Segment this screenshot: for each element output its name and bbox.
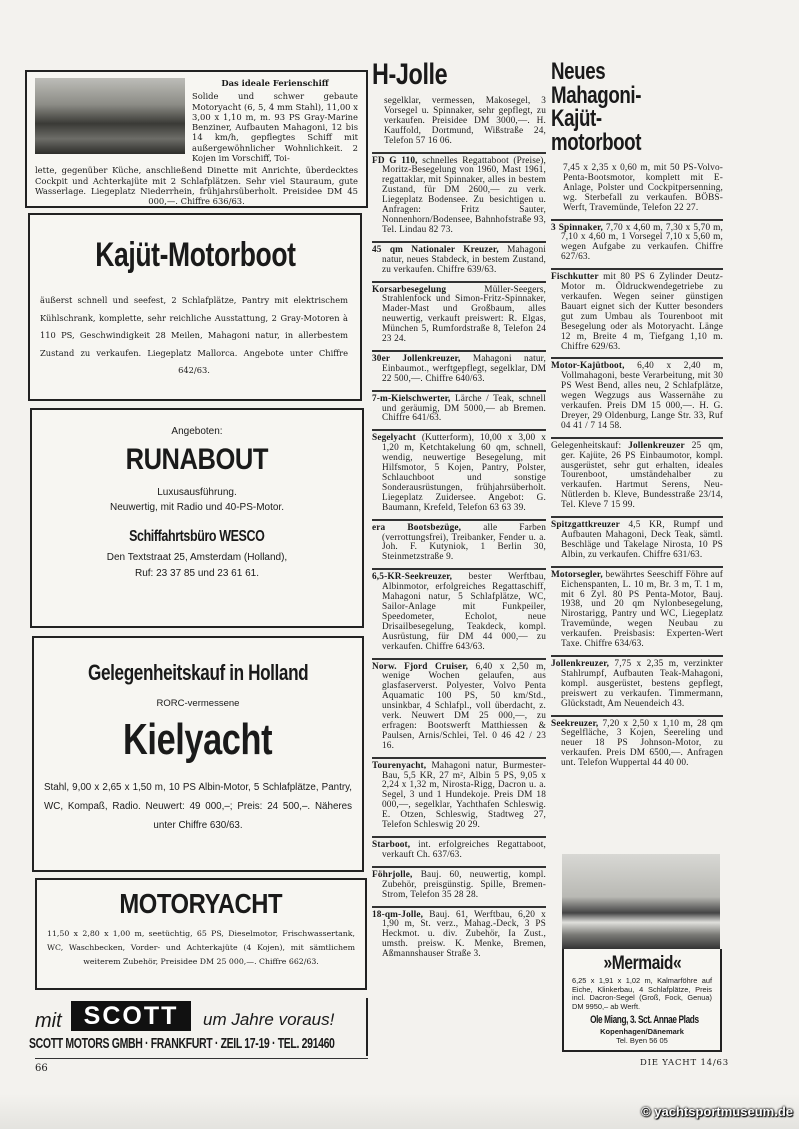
ad-head: 45 qm Nationaler Kreuzer,: [372, 244, 499, 255]
ad-body: Mahagoni natur, Burmester-Bau, 5,5 KR, 27 m², Albin 5 PS, 9,05 x 2,24 x 1,32 m, Nirosta-Rigg, Dacron u. a. Segel, 3 und 1 Hundekoje. Preis DM 18 000,—, segelklar, Yachthafen Schleswig. E. Otzen, Schleswig, Stadtweg 27, Telefon Schleswig 20 29.: [382, 760, 547, 831]
classified-ad: [372, 350, 546, 387]
ad-head: Föhrjolle,: [372, 869, 413, 880]
ad-body: Mahagoni natur, Einbaumot., werftgepflegt, segelklar, DM 22 500,—. Chiffre 640/63.: [382, 353, 547, 384]
ad-head: era Bootsbezüge,: [372, 522, 462, 533]
mermaid-block: [551, 848, 723, 1052]
classified-ad: [372, 757, 546, 833]
classified-ad: [551, 268, 723, 354]
ad-head: 3 Spinnaker,: [551, 222, 604, 233]
classified-ad: [372, 152, 546, 238]
ad-body: (Kutterform), 10,00 x 3,00 x 1,20 m, Ketchtakelung 60 qm, schnell, wendig, neuwertige Besegelung, mit Hilfsmotor, 5 Kojen, Pantry, Polster, Schlauchboot und sonstige Sonderausrüstungen, frühjahrsüberholt. Liegeplatz Zuidersee. Angebot: G. Baumann, Krefeld, Telefon 63 63 39.: [382, 433, 546, 513]
sailboat-photo: [562, 854, 720, 949]
classified-ad: [372, 241, 546, 278]
ad-body: 25 qm, ger. Kajüte, 26 PS Einbaumotor, kompl. ausgerüstet, sehr gut erhalten, ideales Tourenboot, umständehalber zu verkaufen. Hartmut Serens, Neu-Nütlerden b. Kleve, Bundesstraße 23/14, Tel. Kleve 7 15 99.: [561, 440, 723, 511]
column-title-line: Neues: [551, 58, 606, 85]
column-title-line: motorboot: [551, 129, 642, 156]
ad-prefix: Gelegenheitskauf:: [551, 440, 622, 451]
ad-head: Spitzgattkreuzer: [551, 520, 620, 531]
ad-head: Motor-Kajütboot,: [551, 361, 625, 372]
ad-head: Starboot,: [372, 840, 411, 850]
ad-head: Seekreuzer,: [551, 718, 599, 729]
ad-ferienschiff: [25, 70, 368, 208]
classified-ad: [551, 655, 723, 712]
ad-body: Lärche / Teak, schnell und geräumig, DM 5000,— ab Bremen. Chiffre 641/63.: [382, 393, 546, 424]
motor-yacht-photo: [35, 78, 185, 154]
scott-address: SCOTT MOTORS GMBH · FRANKFURT · ZEIL 17-19 · TEL. 291460: [29, 1035, 335, 1052]
ad-body: bester Werftbau, Albinmotor, erfolgreiches Regattaschiff, Mahagoni natur, 5 Schlafplätze, WC, Sailor-Anlage mit Funkpeiler, Speedometer, Echolot, neue Drisailbesegelung, Teakdeck, kompl. Ausrüstung, für DM 44 000,— zu verkaufen. Chiffre 643/63.: [382, 572, 546, 652]
ad-body: Müller-Seegers, Strahlenfock und Simon-Fritz-Spinnaker, Mader-Mast und Großbaum, alles neuwertig, verkauft preiswert: R. Elgas, München 5, Rumfordstraße 8, Telefon 24 23 24.: [382, 284, 546, 345]
page-number: 66: [35, 1063, 48, 1074]
classified-mahagoni: [551, 161, 723, 216]
classified-ad: [551, 566, 723, 652]
ad-head: FD G 110,: [372, 155, 418, 166]
company-name: Schiffahrtsbüro WESCO: [129, 528, 265, 545]
ad-head: Tourenyacht,: [372, 760, 427, 771]
column-title: H-Jolle: [372, 58, 448, 91]
divider: [35, 1058, 368, 1059]
ad-kicker: Angeboten:: [171, 426, 223, 437]
ad-head: Korsarbesegelung: [372, 284, 447, 295]
ad-title: RUNABOUT: [125, 443, 269, 476]
ad-body: Mahagoni natur, neues Stabdeck, in bestem Zustand, zu verkaufen. Chiffre 639/63.: [382, 244, 546, 275]
classified-ad: [551, 357, 723, 433]
middle-column: [372, 58, 546, 1063]
ad-head: 6,5-KR-Seekreuzer,: [372, 572, 453, 583]
classified-ad: [372, 568, 546, 654]
classified-ad: [372, 429, 546, 515]
ad-head: 30er Jollenkreuzer,: [372, 353, 461, 364]
scott-mit: mit: [35, 1010, 62, 1032]
ad-body: 11,50 x 2,80 x 1,00 m, seetüchtig, 65 PS, Dieselmotor, Frischwassertank, WC, Waschbecken, Vorder- und Achterkajüte (4 Kojen), mit sämtlichem weiterem Zubehör, Preisidee DM 25 000,—. Chiffre 662/63.: [47, 929, 355, 966]
classified-ad: [551, 437, 723, 513]
classified-ad: [551, 219, 723, 266]
column-title-line: Mahagoni-Kajüt-: [551, 82, 642, 132]
ad-body: Solide und schwer gebaute Motoryacht (6, 5, 4 mm Stahl), 11,00 x 3,00 x 1,10 m, m. 93 PS Gray-Marine Benziner, Aufbauten Mahagoni, 12 bis 14 km/h, gepflegtes Schiff mit außergewöhnlicher Wohnlichkeit. 2 Kojen im Vorschiff, Toi-: [192, 91, 358, 164]
ad-body: 7,20 x 2,50 x 1,10 m, 28 qm Segelfläche, 3 Kojen, Seereling und neuer 18 PS Johnson-Motor, zu verkaufen. Preis DM 6500,—. Anfragen unt. Telefon Wuppertal 44 40 00.: [561, 718, 723, 769]
ad-head: 7-m-Kielschwerter,: [372, 393, 451, 404]
ad-body: 7,75 x 2,35 m, verzinkter Stahlrumpf, Aufbauten Teak-Mahagoni, kompl. ausgerüstet, bestens gepflegt, preiswert zu verkaufen. Timmermann, Glückstadt, Am Neuendeich 43.: [561, 658, 723, 709]
ad-body: 6,25 x 1,91 x 1,02 m, Kalmarföhre auf Eiche, Klinkerbau, 4 Schlafplätze, Preis incl. Dacron-Segel (Groß, Fock, Genua) DM 9950,– ab Werft.: [572, 976, 712, 1011]
ad-title: Gelegenheitskauf in Holland: [87, 660, 309, 685]
classified-ad: [372, 281, 546, 347]
phone: Ruf: 23 37 85 und 23 61 61.: [135, 568, 259, 579]
ad-body: segelklar, vermessen, Makosegel, 3 Vorsegel u. Spinnaker, sehr gepflegt, zu verkaufen. Preisidee DM 3000,—. H. Kauffold, Dortmund, Wißstraße 24, Telefon 57 16 06.: [384, 96, 546, 146]
ad-body: 6,40 x 2,50 m, wenige Wochen gelaufen, aus glasfaserverst. Polyester, Volvo Penta Aquamatic 100 PS, 50 km/Std., unsinkbar, 4 Schlafpl., voll überdacht, z. verk. Neuwert DM 25 000,—, zu erfragen: Bootswerft Matthiessen & Paulsen, Arnis/Schlei, Tel. 0 46 42 / 23 16.: [382, 661, 546, 751]
ad-motoryacht: [35, 878, 367, 990]
watermark: © yachtsportmuseum.de: [641, 1104, 793, 1119]
company-name: Ole Miang, 3. Sct. Annae Plads: [590, 1014, 699, 1026]
scott-logo: SCOTT: [71, 1001, 191, 1031]
ad-body: int. erfolgreiches Regattaboot, verkauft Ch. 637/63.: [382, 840, 546, 860]
phone: Tel. Byen 56 05: [616, 1036, 668, 1045]
classified-ad: [372, 836, 546, 863]
ad-mermaid: [562, 949, 722, 1052]
right-column: [551, 60, 723, 1052]
classified-ad: [372, 866, 546, 903]
ad-body: äußerst schnell und seefest, 2 Schlafplätze, Pantry mit elektrischem Kühlschrank, komplette, sehr reichliche Ausstattung, 2 Gray-Motoren à 110 PS, Geschwindigkeit 28 Meilen, Mahagoni natur, in allerbestem Zustand zu verkaufen. Liegeplatz Mallorca. Angebote unter Chiffre 642/63.: [40, 295, 348, 375]
address: Den Textstraat 25, Amsterdam (Holland),: [106, 552, 288, 563]
ad-title: »Mermaid«: [603, 953, 681, 975]
classified-ad: [372, 658, 546, 754]
classified-ad: [372, 519, 546, 566]
ad-body: alle Farben (verrottungsfrei), Treibanker, Fender u. a. Joh. F. Kutyniok, 1 Berlin 30, Steinmetzstraße 9.: [382, 522, 547, 563]
ad-head: 18-qm-Jolle,: [372, 909, 424, 920]
ad-body: bewährtes Seeschiff Föhre auf Eichenspanten, L. 10 m, Br. 3 m, T. 1 m, mit 6 Zyl. 80 PS Penta-Motor, Bauj. 1938, und 20 qm Nylonbesegelung, Nirostarigg, Pantry und WC, Liegeplatz Travemünde, wegen Neubau zu verkaufen. Preisbasis: Experten-Wert Taxe. Chiffre 634/63.: [561, 569, 723, 650]
ad-head: Motorsegler,: [551, 569, 603, 580]
ad-body: 4,5 KR, Rumpf und Aufbauten Mahagoni, Deck Teak, sämtl. Beschläge und Takelage Nirosta, 10 PS Albin, zu verkaufen. Chiffre 631/63.: [561, 520, 723, 560]
ad-title: MOTORYACHT: [119, 888, 283, 919]
ad-big-title: Kielyacht: [123, 715, 273, 764]
scott-slogan: um Jahre voraus!: [203, 1010, 335, 1029]
classified-ad: [551, 516, 723, 563]
ad-head: Jollenkreuzer,: [551, 658, 610, 669]
classified-ad: [551, 715, 723, 772]
ad-head: Segelyacht: [372, 433, 416, 444]
ad-head: Norw. Fjord Cruiser,: [372, 661, 469, 672]
ad-line: Luxusausführung.: [157, 487, 237, 498]
ad-body: Bauj. 61, Werftbau, 6,20 x 1,90 m, St. verz., Mahag.-Deck, 3 PS Heckmot. u. div. Zubehör, Ia Zust., umsth. preisw. K. Menke, Bremen, Aßmannshauser Straße 3.: [382, 909, 546, 960]
ad-body: schnelles Regattaboot (Preise), Moritz-Besegelung von 1960, Mast 1961, regattaklar, mit Spinnaker, alles in bestem Zustand, für DM 2600,— zu verk. Liegeplatz Bodensee. Zu besichtigen u. Anfragen: Fritz Sauter, Nonnenhorn/Bodensee, Bahnhofstraße 93, Tel. Lindau 82 73.: [382, 155, 546, 235]
ad-scott: [29, 998, 368, 1056]
ad-kicker: RORC-vermessene: [156, 698, 240, 709]
ad-body: Stahl, 9,00 x 2,65 x 1,50 m, 10 PS Albin-Motor, 5 Schlafplätze, Pantry, WC, Kompaß, Radio. Neuwert: 49 000,–; Preis: 24 500,–. Näheres unter Chiffre 630/63.: [44, 782, 352, 831]
classified-h-jolle: [372, 94, 546, 149]
ad-title: Das ideale Ferienschiff: [221, 78, 329, 88]
ad-body: 7,45 x 2,35 x 0,60 m, mit 50 PS-Volvo-Penta-Bootsmotor, komplett mit E-Anlage, Polster und Cockpitpersenning, wg. Sterbefall zu verkaufen. BÖBS-Werft, Travemünde, Telefon 22 27.: [563, 163, 723, 213]
ad-body: mit 80 PS 6 Zylinder Deutz-Motor m. Öldruckwendegetriebe zu verkaufen. Wegen seiner günstigen Bauart eignet sich der Kutter besonders gut zum Umbau als Tourenboot mit Besegelung oder als Motoryacht. Länge 12 m, Breite 4 m, Tiefgang 1,10 m. Chiffre 629/63.: [561, 272, 723, 352]
city: Kopenhagen/Dänemark: [600, 1027, 684, 1036]
classified-ad: [372, 390, 546, 427]
ad-head: Jollenkreuzer: [628, 440, 685, 451]
ad-body-continued: lette, gegenüber Küche, anschließend Dinette mit Anrichte, überdecktes Cockpit und Achterkajüte mit 2 Schlafplätzen. Sehr viel Stauraum, gute Wasserlage. Liegeplatz Niederrhein, frühjahrsüberholt. Preisidee DM 45 000,—. Chiffre 636/63.: [35, 165, 358, 207]
ad-body: 6,40 x 2,40 m, Vollmahagoni, beste Verarbeitung, mit 30 PS West Bend, alles neu, 2 Schlafplätze, wegen Wegzugs aus Wassernähe zu verkaufen. Preis DM 15 000,—. H. G. Dreyer, 29 Oldenburg, Lange Str. 33, Ruf 04 41 / 7 14 58.: [561, 361, 723, 431]
ad-line: Neuwertig, mit Radio und 40-PS-Motor.: [110, 502, 284, 513]
ad-kielyacht: [32, 636, 364, 872]
ad-head: Fischkutter: [551, 272, 599, 283]
ad-body: 7,70 x 4,60 m, 7,30 x 5,70 m, 7,10 x 4,60 m, 1 Vorsegel 7,10 x 5,60 m, wegen Aufgabe zu verkaufen. Chiffre 627/63.: [561, 222, 723, 263]
classified-ad: [372, 906, 546, 963]
ad-runabout: [30, 408, 364, 628]
ad-title: Kajüt-Motorboot: [94, 236, 296, 274]
ad-body: Bauj. 60, neuwertig, kompl. Zubehör, preisgünstig. Spille, Bremen-Strom, Telefon 35 28 28.: [382, 869, 546, 900]
issue-footer: DIE YACHT 14/63: [640, 1058, 729, 1068]
ad-kajuet-motorboot: [28, 213, 362, 401]
